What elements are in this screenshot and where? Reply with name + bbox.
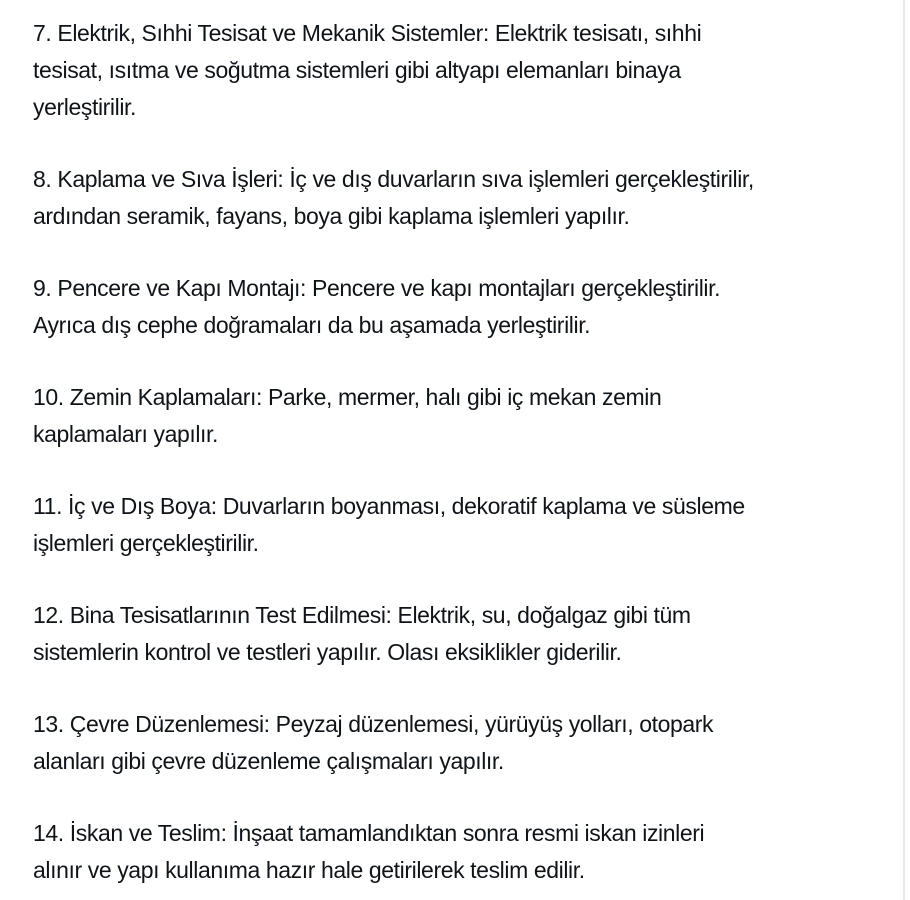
text-line: 9. Pencere ve Kapı Montajı: Pencere ve kapı montajları gerçekleştirilir. [33, 275, 721, 301]
text-line: 12. Bina Tesisatlarının Test Edilmesi: Elektrik, su, doğalgaz gibi tüm [33, 602, 691, 628]
paragraph-12 [33, 597, 893, 671]
text-line: tesisat, ısıtma ve soğutma sistemleri gibi altyapı elemanları binaya [33, 57, 681, 83]
text-line: alınır ve yapı kullanıma hazır hale getirilerek teslim edilir. [33, 857, 585, 883]
text-line: 7. Elektrik, Sıhhi Tesisat ve Mekanik Sistemler: Elektrik tesisatı, sıhhi [33, 20, 702, 46]
right-edge-divider [903, 0, 905, 900]
text-line: yerleştirilir. [33, 94, 137, 120]
paragraph-8 [33, 161, 893, 235]
paragraph-11 [33, 488, 893, 562]
paragraph-9 [33, 270, 893, 344]
text-line: Ayrıca dış cephe doğramaları da bu aşamada yerleştirilir. [33, 312, 591, 338]
paragraph-10 [33, 379, 893, 453]
text-line: alanları gibi çevre düzenleme çalışmaları yapılır. [33, 748, 504, 774]
text-line: sistemlerin kontrol ve testleri yapılır. Olası eksiklikler giderilir. [33, 639, 622, 665]
text-line: 13. Çevre Düzenlemesi: Peyzaj düzenlemesi, yürüyüş yolları, otopark [33, 711, 714, 737]
text-line: 8. Kaplama ve Sıva İşleri: İç ve dış duvarların sıva işlemleri gerçekleştirilir, [33, 166, 754, 192]
text-line: ardından seramik, fayans, boya gibi kaplama işlemleri yapılır. [33, 203, 630, 229]
paragraph-14 [33, 815, 893, 889]
text-line: 11. İç ve Dış Boya: Duvarların boyanması, dekoratif kaplama ve süsleme [33, 493, 745, 519]
text-line: 10. Zemin Kaplamaları: Parke, mermer, halı gibi iç mekan zemin [33, 384, 662, 410]
text-line: kaplamaları yapılır. [33, 421, 219, 447]
document-text-body [33, 15, 893, 889]
text-line: işlemleri gerçekleştirilir. [33, 530, 259, 556]
text-line: 14. İskan ve Teslim: İnşaat tamamlandıktan sonra resmi iskan izinleri [33, 820, 705, 846]
paragraph-7 [33, 15, 893, 126]
paragraph-13 [33, 706, 893, 780]
